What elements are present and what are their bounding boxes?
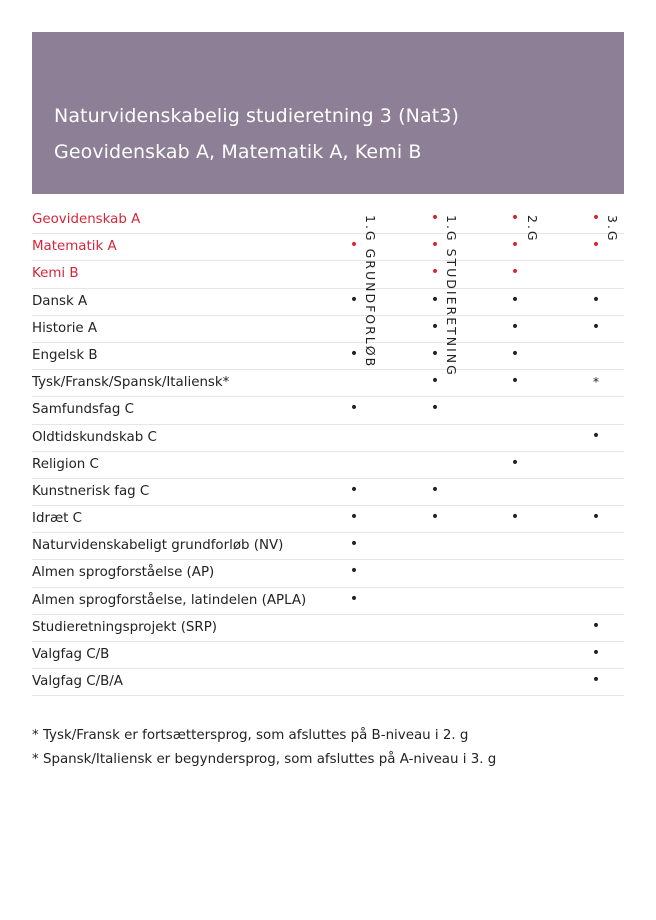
subject-mark: •: [591, 237, 601, 254]
subject-label: Kemi B: [32, 266, 79, 282]
subject-label: Dansk A: [32, 293, 88, 309]
subject-mark: •: [591, 427, 601, 444]
subject-mark: •: [591, 672, 601, 689]
table-row: [32, 343, 624, 370]
subject-label: Valgfag C/B/A: [32, 674, 123, 690]
subject-mark: •: [349, 237, 359, 254]
subject-label: Studieretningsprojekt (SRP): [32, 619, 218, 635]
subject-mark: •: [591, 509, 601, 526]
header-subtitle: Geovidenskab A, Matematik A, Kemi B: [54, 141, 422, 163]
subject-label: Almen sprogforståelse, latindelen (APLA): [32, 592, 307, 608]
subject-mark: •: [349, 400, 359, 417]
table-row: [32, 506, 624, 533]
subject-mark: •: [430, 264, 440, 281]
subject-mark: •: [349, 509, 359, 526]
table-row: [32, 642, 624, 669]
subject-mark: •: [430, 373, 440, 390]
subject-mark: •: [510, 237, 520, 254]
subject-table: [32, 207, 624, 696]
subject-mark: •: [349, 345, 359, 362]
subject-label: Tysk/Fransk/Spansk/Italiensk*: [32, 375, 230, 391]
subject-label: Naturvidenskabeligt grundforløb (NV): [32, 538, 284, 554]
subject-mark: •: [510, 373, 520, 390]
subject-mark: •: [510, 210, 520, 226]
column-header-1g-studieretning: 1.G STUDIERETNING: [444, 215, 459, 377]
table-row: [32, 289, 624, 316]
subject-label: Valgfag C/B: [32, 647, 110, 662]
table-row: [32, 588, 624, 615]
table-row: [32, 261, 624, 288]
table-row: [32, 560, 624, 587]
subject-label: Religion C: [32, 456, 99, 472]
subject-mark: •: [349, 536, 359, 553]
subject-mark: •: [510, 318, 520, 335]
table-row: [32, 397, 624, 424]
subject-mark: •: [349, 590, 359, 607]
subject-label: Historie A: [32, 320, 98, 336]
subject-mark: •: [430, 481, 440, 498]
subject-mark: •: [591, 318, 601, 335]
subject-label: Kunstnerisk fag C: [32, 483, 150, 499]
subject-mark: •: [430, 509, 440, 526]
subject-mark: •: [430, 237, 440, 254]
subject-mark: •: [430, 291, 440, 308]
subject-mark: •: [430, 210, 440, 226]
subject-mark: •: [591, 617, 601, 634]
subject-label: Engelsk B: [32, 347, 98, 363]
header-banner: [32, 32, 624, 194]
footnote: * Spansk/Italiensk er begyndersprog, som afsluttes på A-niveau i 3. g: [32, 752, 497, 767]
subject-label: Samfundsfag C: [32, 402, 134, 418]
table-row: [32, 669, 624, 696]
header-title: Naturvidenskabelig studieretning 3 (Nat3): [54, 105, 459, 127]
column-header-1g-grundforlob: 1.G GRUNDFORLØB: [363, 215, 378, 369]
table-row: [32, 316, 624, 343]
column-header-3g: 3.G: [605, 215, 620, 243]
subject-label: Geovidenskab A: [32, 212, 141, 227]
subject-mark: •: [510, 291, 520, 308]
subject-mark: •: [591, 210, 601, 226]
table-row: [32, 533, 624, 560]
subject-label: Matematik A: [32, 239, 117, 255]
subject-mark: •: [349, 563, 359, 580]
table-row: [32, 479, 624, 506]
subject-mark: •: [430, 318, 440, 335]
footnote: * Tysk/Fransk er fortsættersprog, som afsluttes på B-niveau i 2. g: [32, 728, 469, 743]
subject-mark: •: [430, 345, 440, 362]
subject-mark: •: [591, 291, 601, 308]
subject-mark: •: [349, 291, 359, 308]
subject-mark: •: [591, 645, 601, 661]
subject-mark: •: [349, 481, 359, 498]
subject-mark: •: [430, 400, 440, 417]
subject-label: Almen sprogforståelse (AP): [32, 565, 215, 581]
subject-mark: •: [510, 345, 520, 362]
subject-mark: •: [510, 454, 520, 471]
column-header-2g: 2.G: [525, 215, 540, 243]
subject-label: Idræt C: [32, 511, 82, 527]
subject-mark: •: [510, 509, 520, 526]
table-row: [32, 425, 624, 452]
subject-mark: •: [510, 264, 520, 281]
footnotes: [32, 724, 496, 772]
table-row: [32, 615, 624, 642]
table-row: [32, 370, 624, 397]
table-row: [32, 452, 624, 479]
subject-label: Oldtidskundskab C: [32, 429, 157, 445]
footnote-marker: *: [593, 375, 599, 390]
